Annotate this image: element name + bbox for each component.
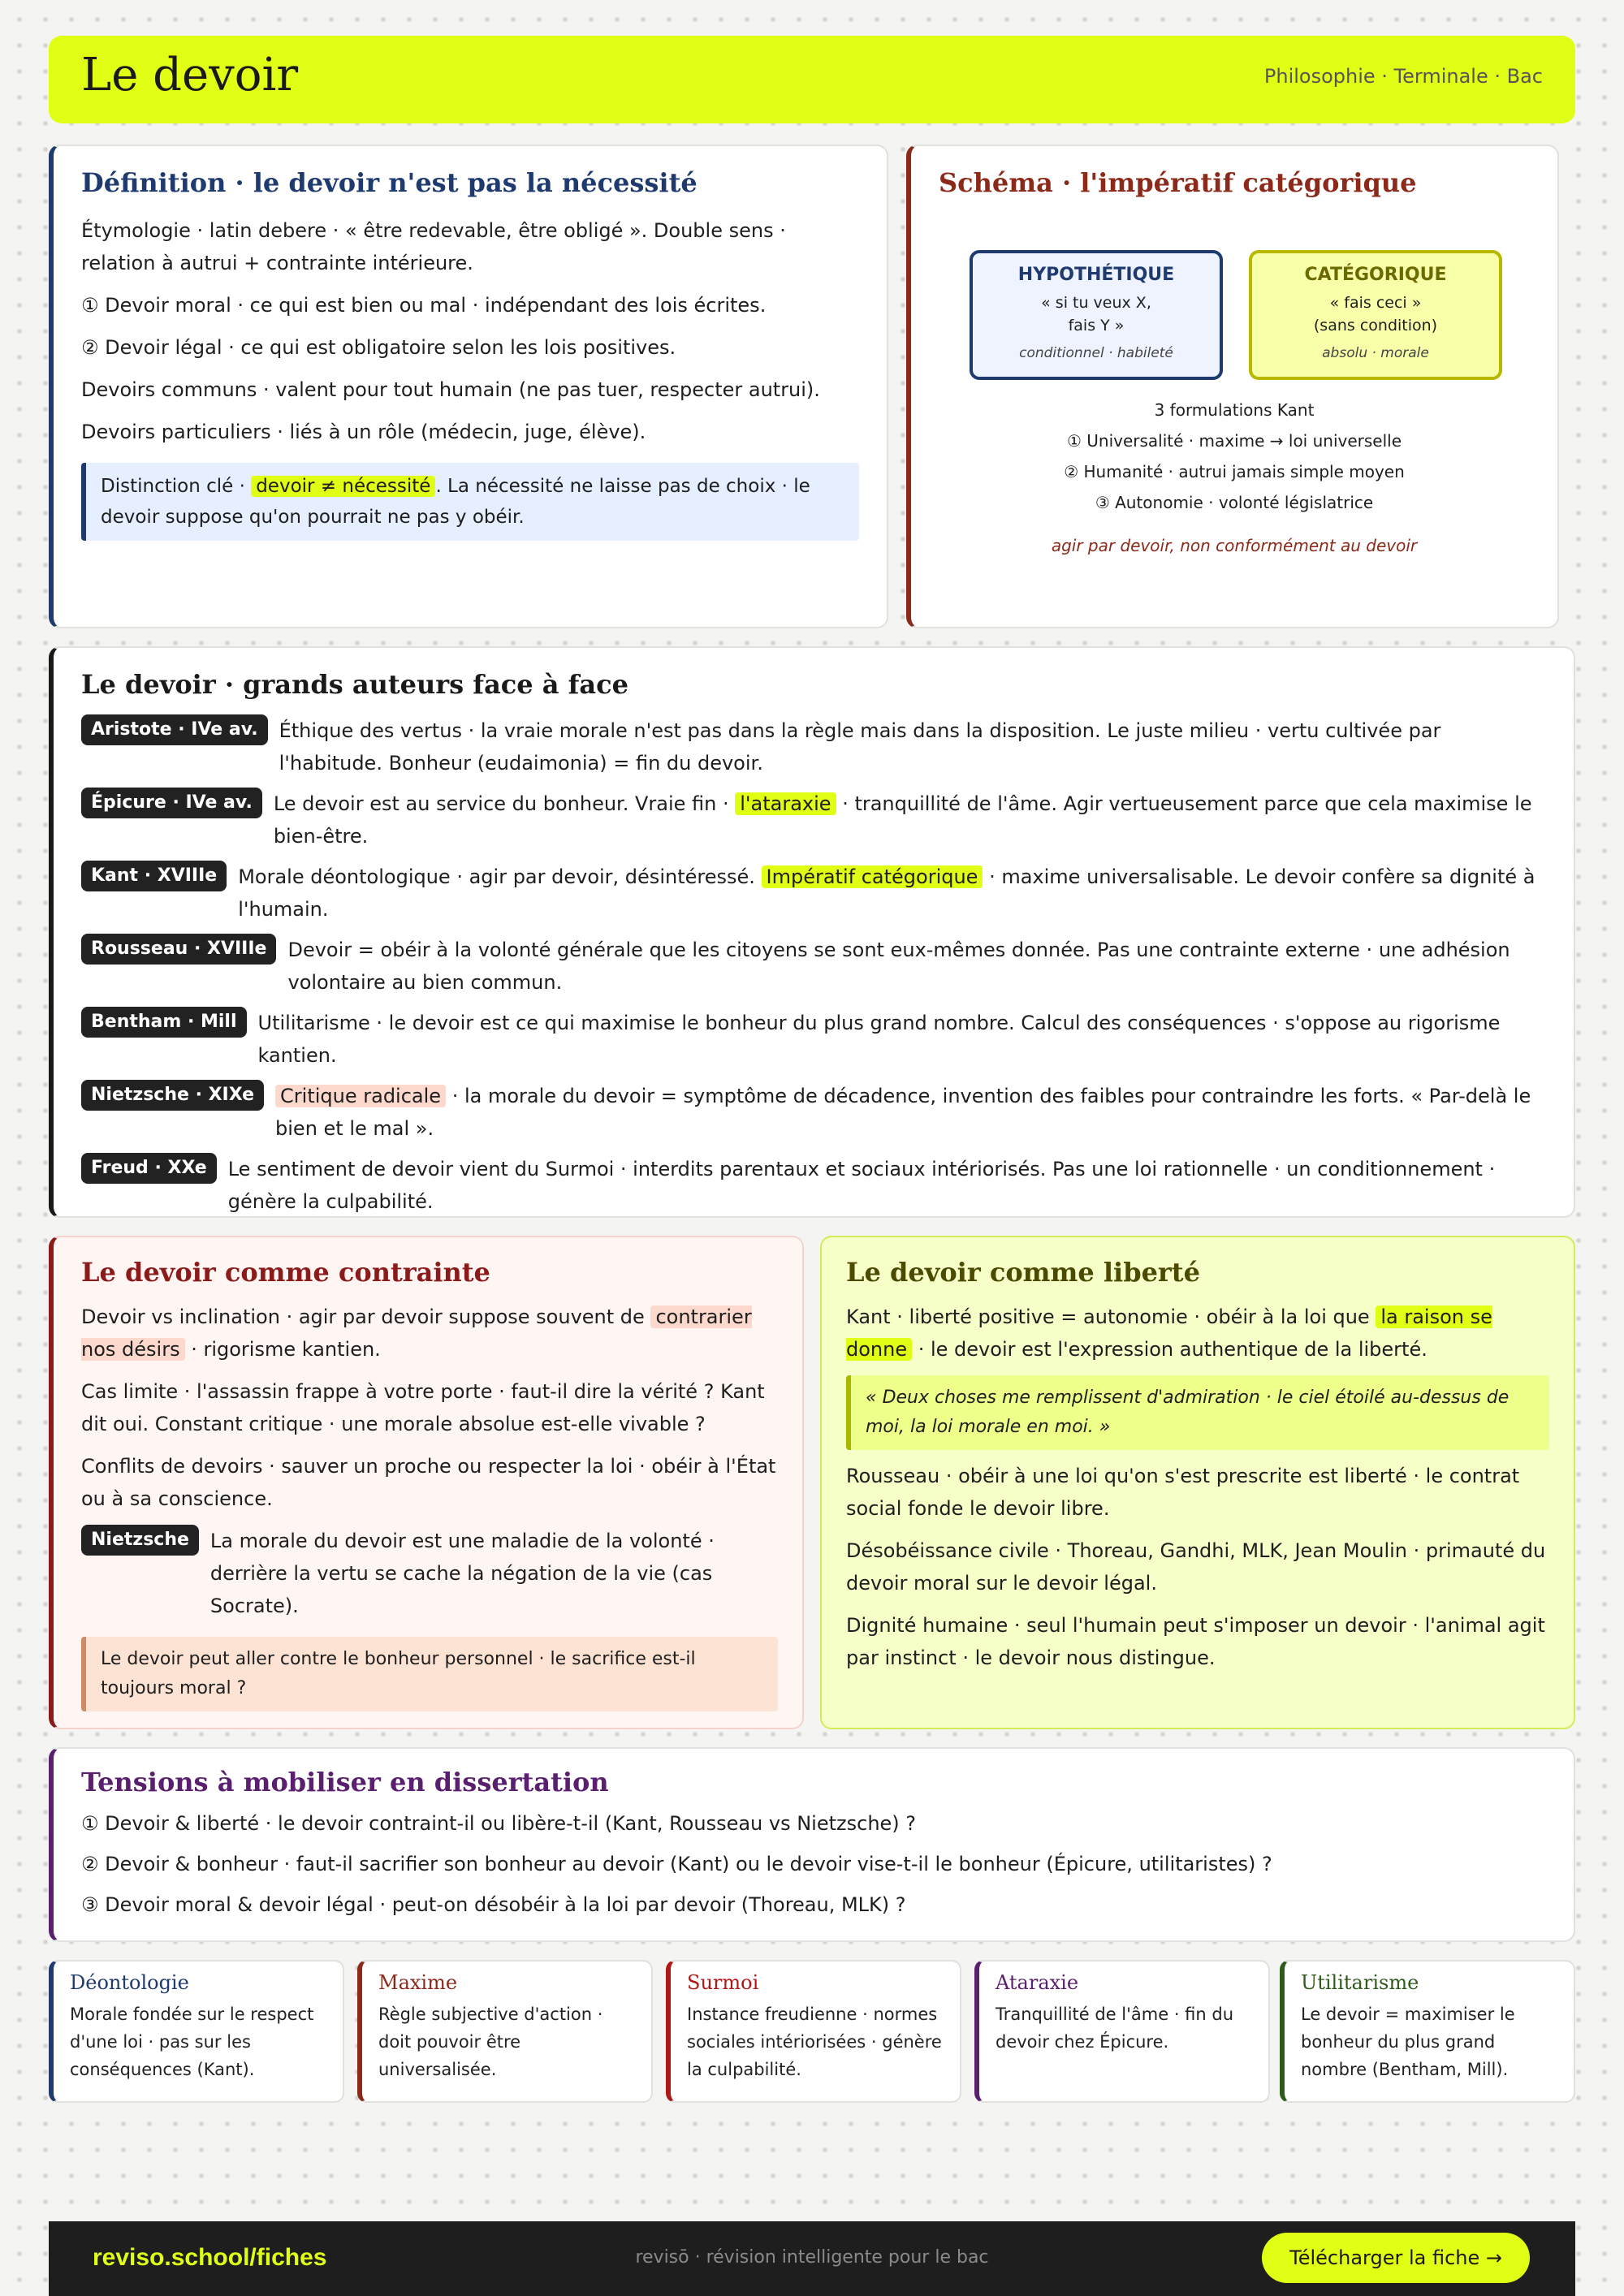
author-row-aristote (81, 714, 1546, 779)
liberte-highlight: la raison se donne (846, 1306, 1492, 1361)
glossary-definition: Le devoir = maximiser le bonheur du plus grand nombre (Bentham, Mill). (1301, 2005, 1515, 2079)
author-row-bentham (81, 1007, 1546, 1072)
author-text-epicure: Le devoir est au service du bonheur. Vraie fin · l'ataraxie · tranquillité de l'âme. Agir vertueusement parce que cela maximise le bien-être. (273, 792, 1532, 848)
author-row-rousseau (81, 934, 1546, 999)
page-subtitle: Philosophie · Terminale · Bac (1263, 65, 1543, 88)
author-text-bentham: Utilitarisme · le devoir est ce qui maximise le bonheur du plus grand nombre. Calcul des conséquences · s'oppose au rigorisme kantien. (257, 1012, 1501, 1067)
tension-bonheur: ② Devoir & bonheur · faut-il sacrifier son bonheur au devoir (Kant) ou le devoir vise-t-il le bonheur (Épicure, utilitaristes) ? (81, 1853, 1272, 1875)
formulation-autonomie: ③ Autonomie · volonté législatrice (1095, 493, 1374, 512)
hypothetical-sub: conditionnel · habileté (1019, 345, 1173, 361)
kant-formulations (911, 395, 1557, 518)
definition-etymology: Étymologie · latin debere · « être redevable, être obligé ». Double sens · relation à autrui + contrainte intérieure. (81, 219, 786, 274)
liberte-dignite: Dignité humaine · seul l'humain peut s'imposer un devoir · l'animal agit par instinct · le devoir nous distingue. (846, 1614, 1545, 1669)
hypothetical-line2: fais Y » (1068, 317, 1125, 334)
contrainte-nietzsche-row (81, 1525, 778, 1622)
epicure-highlight: l'ataraxie (735, 792, 836, 815)
author-text-nietzsche: Critique radicale · la morale du devoir = symptôme de décadence, invention des faibles pour contraindre les forts. « Par-delà le bien et le mal ». (275, 1085, 1531, 1140)
author-row-freud (81, 1153, 1546, 1218)
liberte-kant: Kant · liberté positive = autonomie · obéir à la loi que la raison se donne · le devoir est l'expression authentique de la liberté. (846, 1306, 1492, 1361)
footer-brand-link[interactable]: reviso.school/fiches (93, 2244, 327, 2271)
author-text-freud: Le sentiment de devoir vient du Surmoi · interdits parentaux et sociaux intériorisés. Pas une loi rationnelle · un conditionnement · génère la culpabilité. (227, 1158, 1496, 1213)
note-text-after: . La nécessité ne laisse pas de choix · le devoir suppose qu'on pourrait ne pas y obéir. (101, 476, 810, 528)
author-tag-rousseau: Rousseau · XVIIIe (81, 934, 276, 965)
glossary-card-surmoi (666, 1960, 961, 2103)
glossary-card-ataraxie (974, 1960, 1270, 2103)
tension-liberte: ① Devoir & liberté · le devoir contraint-il ou libère-t-il (Kant, Rousseau vs Nietzsche) ? (81, 1812, 917, 1835)
formulation-humanite: ② Humanité · autrui jamais simple moyen (1064, 462, 1405, 481)
glossary-definition: Tranquillité de l'âme · fin du devoir chez Épicure. (996, 2005, 1234, 2052)
contrainte-title: Le devoir comme contrainte (81, 1257, 490, 1288)
schema-title: Schéma · l'impératif catégorique (939, 167, 1417, 198)
schema-card (906, 145, 1559, 628)
author-tag-aristote: Aristote · IVe av. (81, 714, 268, 745)
contrainte-inclination: Devoir vs inclination · agir par devoir suppose souvent de contrarier nos désirs · rigorisme kantien. (81, 1306, 752, 1361)
glossary-term: Surmoi (687, 1971, 759, 1994)
glossary-definition: Morale fondée sur le respect d'une loi · pas sur les conséquences (Kant). (70, 2005, 314, 2079)
definition-key-note (81, 463, 859, 541)
glossary-term: Déontologie (70, 1971, 189, 1994)
header-banner (49, 36, 1575, 123)
definition-title: Définition · le devoir n'est pas la nécessité (81, 167, 698, 198)
definition-point-moral: ① Devoir moral · ce qui est bien ou mal · indépendant des lois écrites. (81, 294, 767, 317)
hypothetical-line1: « si tu veux X, (1041, 294, 1151, 312)
tensions-card (49, 1747, 1575, 1942)
liberte-rousseau: Rousseau · obéir à une loi qu'on s'est prescrite est liberté · le contrat social fonde le devoir libre. (846, 1465, 1520, 1520)
authors-title: Le devoir · grands auteurs face à face (81, 669, 628, 700)
tension-moral-legal: ③ Devoir moral & devoir légal · peut-on désobéir à la loi par devoir (Thoreau, MLK) ? (81, 1893, 906, 1916)
author-tag-freud: Freud · XXe (81, 1153, 217, 1184)
contrainte-cas-limite: Cas limite · l'assassin frappe à votre porte · faut-il dire la vérité ? Kant dit oui. Constant critique · une morale absolue est-elle vivable ? (81, 1380, 765, 1435)
kant-highlight: Impératif catégorique (762, 865, 983, 888)
definition-devoirs-particuliers: Devoirs particuliers · liés à un rôle (médecin, juge, élève). (81, 421, 646, 443)
glossary-term: Utilitarisme (1301, 1971, 1419, 1994)
glossary-definition: Règle subjective d'action · doit pouvoir être universalisée. (378, 2005, 603, 2079)
author-tag-bentham: Bentham · Mill (81, 1007, 247, 1038)
formulations-title: 3 formulations Kant (1154, 400, 1315, 420)
download-button[interactable]: Télécharger la fiche → (1262, 2233, 1530, 2283)
contrainte-nietzsche-tag: Nietzsche (81, 1525, 199, 1556)
authors-card (49, 646, 1575, 1218)
tensions-title: Tensions à mobiliser en dissertation (81, 1767, 609, 1798)
schema-footer-note: agir par devoir, non conformément au devoir (1051, 536, 1418, 555)
contrainte-conflits: Conflits de devoirs · sauver un proche ou respecter la loi · obéir à l'État ou à sa conscience. (81, 1455, 776, 1510)
liberte-title: Le devoir comme liberté (846, 1257, 1200, 1288)
definition-card (49, 145, 888, 628)
liberte-desobeissance: Désobéissance civile · Thoreau, Gandhi, MLK, Jean Moulin · primauté du devoir moral sur le devoir légal. (846, 1539, 1546, 1595)
categorical-box (1249, 250, 1502, 380)
categorical-title: CATÉGORIQUE (1304, 265, 1447, 285)
glossary-card-maxime (357, 1960, 653, 2103)
definition-devoirs-communs: Devoirs communs · valent pour tout humain (ne pas tuer, respecter autrui). (81, 378, 820, 401)
contrainte-highlight: contrarier nos désirs (81, 1306, 752, 1361)
page-title: Le devoir (81, 49, 299, 101)
note-text-before: Distinction clé · (101, 476, 252, 497)
author-text-aristote: Éthique des vertus · la vraie morale n'est pas dans la règle mais dans la disposition. Le juste milieu · vertu cultivée par l'habitude. Bonheur (eudaimonia) = fin du devoir. (279, 719, 1441, 775)
categorical-line2: (sans condition) (1313, 317, 1438, 334)
definition-point-legal: ② Devoir légal · ce qui est obligatoire selon les lois positives. (81, 336, 676, 359)
glossary-term: Ataraxie (996, 1971, 1079, 1994)
categorical-line1: « fais ceci » (1329, 294, 1422, 312)
author-row-kant (81, 861, 1546, 926)
author-tag-epicure: Épicure · IVe av. (81, 788, 262, 818)
note-highlight: devoir ≠ nécessité (251, 476, 435, 497)
author-row-epicure (81, 788, 1546, 852)
hypothetical-box (970, 250, 1223, 380)
hypothetical-title: HYPOTHÉTIQUE (1017, 265, 1175, 285)
contrainte-card (49, 1236, 804, 1729)
formulation-universalite: ① Universalité · maxime → loi universelle (1066, 431, 1402, 451)
author-text-rousseau: Devoir = obéir à la volonté générale que les citoyens se sont eux-mêmes donnée. Pas une contrainte externe · une adhésion volontaire au bien commun. (287, 939, 1510, 994)
author-text-kant: Morale déontologique · agir par devoir, désintéressé. Impératif catégorique · maxime universalisable. Le devoir confère sa dignité à l'humain. (238, 865, 1535, 921)
categorical-sub: absolu · morale (1322, 345, 1429, 361)
liberte-card (820, 1236, 1575, 1729)
author-tag-nietzsche: Nietzsche · XIXe (81, 1080, 264, 1111)
contrainte-nietzsche-text: La morale du devoir est une maladie de la volonté · derrière la vertu se cache la négation de la vie (cas Socrate). (209, 1530, 715, 1617)
glossary-card-deontologie (49, 1960, 344, 2103)
kant-quote: « Deux choses me remplissent d'admiration · le ciel étoilé au-dessus de moi, la loi morale en moi. » (846, 1375, 1549, 1450)
glossary-definition: Instance freudienne · normes sociales intériorisées · génère la culpabilité. (687, 2005, 942, 2079)
contrainte-note: Le devoir peut aller contre le bonheur personnel · le sacrifice est-il toujours moral ? (81, 1637, 778, 1711)
footer-bar (49, 2221, 1575, 2296)
nietzsche-highlight: Critique radicale (275, 1085, 446, 1107)
glossary-term: Maxime (378, 1971, 458, 1994)
footer-tagline: revisō · révision intelligente pour le bac (635, 2247, 989, 2268)
author-tag-kant: Kant · XVIIIe (81, 861, 227, 891)
glossary-card-utilitarisme (1280, 1960, 1575, 2103)
author-row-nietzsche (81, 1080, 1546, 1145)
